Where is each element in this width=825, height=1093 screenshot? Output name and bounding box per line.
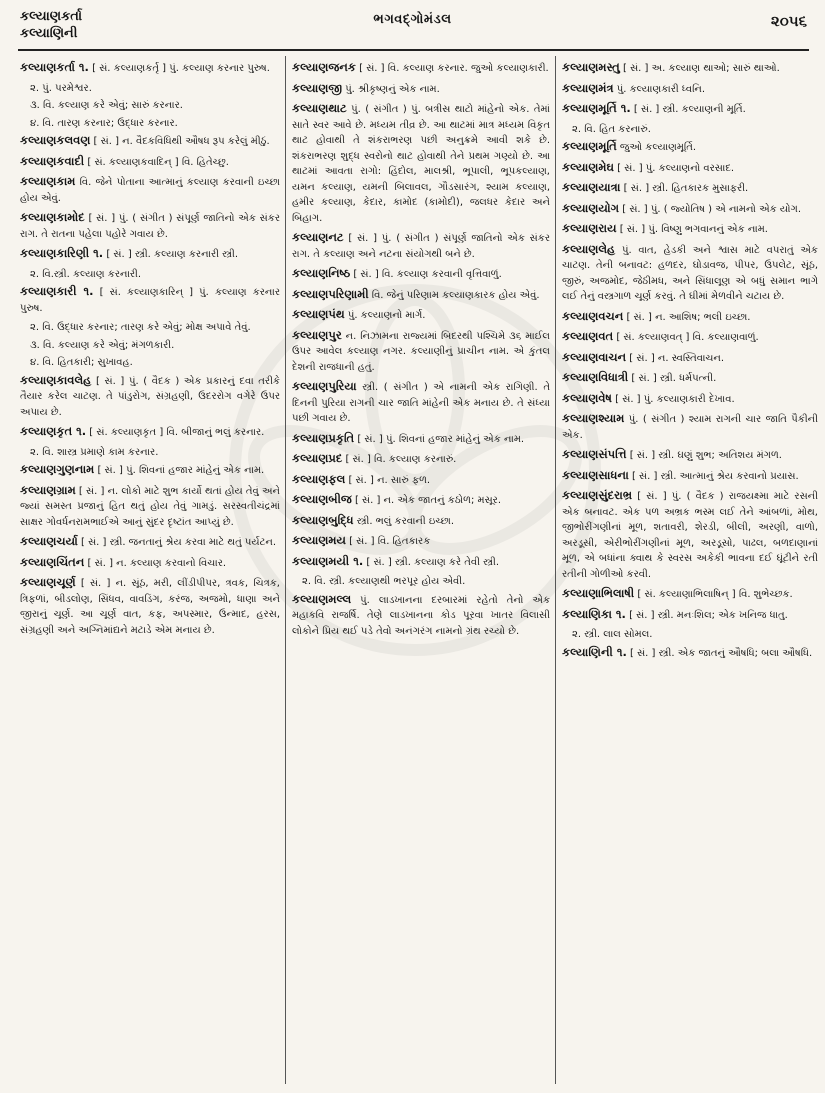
dictionary-entry <box>20 534 280 551</box>
guide-word-bottom: કલ્યાણિની <box>20 26 78 41</box>
headword: કલ્યાણપુર <box>292 327 342 342</box>
headword: કલ્યાણમંત્ર <box>562 80 614 95</box>
dictionary-entry <box>20 154 280 171</box>
definition-text: ૨. સ્ત્રી. લાલ સોમલ. <box>572 629 653 640</box>
headword: કલ્યાણજનક <box>292 60 356 74</box>
headword: કલ્યાણમૂર્તિ <box>562 139 617 153</box>
entry-sense <box>20 320 280 336</box>
definition-text: [ સં. ] વિ. કલ્યાણ કરવાની વૃત્તિવાળું. <box>350 269 502 280</box>
dictionary-entry <box>292 307 550 324</box>
dictionary-entry <box>292 513 550 530</box>
headword: કલ્યાણપરિણામી <box>292 286 369 301</box>
dictionary-entry <box>20 373 280 421</box>
definition-text: સ્ત્રી. ભલું કરવાની ઇચ્છા. <box>353 515 455 527</box>
dictionary-entry <box>562 221 818 238</box>
dictionary-entry <box>292 81 550 98</box>
definition-text: [ સં. ] ન. આશિષ; ભલી ઇચ્છા. <box>623 311 751 323</box>
headword: કલ્યાણબુદ્ધિ <box>292 512 354 527</box>
entry-sense <box>20 445 280 461</box>
definition-text: [ સં. ] અ. કલ્યાણ થાઓ; સારું થાઓ. <box>619 63 780 74</box>
definition-text: [ સં. ] પું. ( સંગીત ) સંપૂર્ણ જાતિનો એક સંકર રાગ. તે રાતના પહેલા પહોરે ગવાય છે. <box>20 213 280 240</box>
definition-text: [ સં. ] સ્ત્રી. જનતાનું શ્રેય કરવા માટે થતું પર્યટન. <box>77 537 277 548</box>
headword: કલ્યાણસાધના <box>562 467 629 482</box>
headword: કલ્યાણિકા ૧. <box>562 606 626 621</box>
headword: કલ્યાણમયી ૧. <box>292 553 364 568</box>
dictionary-entry <box>562 586 818 603</box>
dictionary-entry <box>562 370 818 387</box>
dictionary-entry <box>562 160 818 177</box>
definition-text: પું. ( સંગીત ) પું. બત્રીસ થાટો માંહેનો એક. તેમાં સાતે સ્વર આવે છે. મધ્યમ તીવ્ર છે. આ થાટમાં માત્ર મધ્યમ વિકૃત થાટ હોવાથી તે શંકરાભરણ પછી અનુક્રમે આવી શકે છે. શંકરાભરણ શુદ્ધ સ્વરોનો થાટ હોવાથી તેને પ્રથમ ગણ્યો છે. આ થાટમાં આવતા રાગો: હિંદોલ, માલશ્રી, ભૂપાલી, ભૂપકલ્યાણ, યમન કલ્યાણ, યમની બિલાવલ, ગૌડસારંગ, શ્યામ કલ્યાણ, હમીર કલ્યાણ, કેદાર, કામોદ (કામોદી), જલધર કેદાર અને બિહાગ. <box>292 104 550 224</box>
definition-text: [ સં. ] ન. લોકો માટે શુભ કાર્યો થતાં હોય તેવું અને જ્યાં સમસ્ત પ્રજાનું હિત થતું હોય તેવું ગામડું. સરસ્વતીચંદ્રમાં સાક્ષર ગોવર્ધનરામભાઈએ આનું સુંદર દૃષ્ટાંત આપ્યું છે. <box>20 485 280 528</box>
headword: કલ્યાણકર્તા ૧. <box>20 60 89 74</box>
definition-text: પું. કલ્યાણનો માર્ગ. <box>344 310 426 321</box>
dictionary-entry <box>562 468 818 485</box>
definition-text: [ સં. કલ્યાણકર્તૃ ] પું. કલ્યાણ કરનાર પુરુષ. <box>88 63 270 74</box>
definition-text: પું. શ્રીકૃષ્ણનું એક નામ. <box>342 83 440 95</box>
dictionary-entry <box>562 350 818 367</box>
entry-sense <box>20 116 280 132</box>
dictionary-entry <box>292 451 550 468</box>
definition-text: [ સં. કલ્યાણકારિન્ ] પું. કલ્યાણ કરનાર પુરુષ. <box>20 287 280 314</box>
dictionary-entry <box>562 391 818 408</box>
dictionary-entry <box>20 210 280 242</box>
definition-text: [ સં. કલ્યાણવત્ ] વિ. કલ્યાણવાળું. <box>613 332 759 343</box>
headword: કલ્યાણયાત્રા <box>562 180 621 194</box>
definition-text: [ સં. ] પું. કલ્યાણનો વરસાદ. <box>614 162 735 174</box>
entry-sense <box>292 574 550 590</box>
headword: કલ્યાણમસ્તુ <box>562 60 620 74</box>
definition-text: [ સં. ] સ્ત્રી. કલ્યાણની મૂર્તિ. <box>630 104 746 115</box>
dictionary-entry <box>292 492 550 509</box>
definition-text: ૨. પું. પરમેશ્વર. <box>30 82 92 94</box>
definition-text: [ સં. ] પું. ( વૈદક ) એક પ્રકારનું દવા તરીકે તૈયાર કરેલ ચાટણ. તે પાંડુરોગ, સંગ્રહણી, ઉદરરોગ વગેરે ઉપર અપાય છે. <box>20 375 280 418</box>
definition-text: [ સં. ] સ્ત્રી. એક જાતનું ઔષધિ; બલા ઔષધિ. <box>626 647 813 659</box>
entry-sense <box>562 122 818 138</box>
definition-text: વિ. જેનું પરિણામ કલ્યાણકારક હોય એવું. <box>368 289 540 301</box>
dictionary-entry <box>562 180 818 197</box>
dictionary-entry <box>292 230 550 262</box>
dictionary-entry <box>292 266 550 283</box>
dictionary-entry <box>20 555 280 572</box>
headword: કલ્યાણકારિણી ૧. <box>20 246 104 260</box>
definition-text: [ સં. ] પું. ( સંગીત ) સંપૂર્ણ જાતિનો એક સંકર રાગ. તે કલ્યાણ અને નટના સંયોગથી બને છે. <box>292 233 550 260</box>
dictionary-entry <box>292 328 550 376</box>
definition-text: ૨. વિ.સ્ત્રી. કલ્યાણ કરનારી. <box>30 268 142 280</box>
header-rule <box>18 49 809 51</box>
definition-text: જુઓ કલ્યાણમૂર્તિ. <box>616 142 697 153</box>
headword: કલ્યાણમૂર્તિ ૧. <box>562 101 631 115</box>
dictionary-entry <box>20 483 280 531</box>
headword: કલ્યાણકારી ૧. <box>20 284 94 298</box>
entry-sense <box>20 98 280 114</box>
headword: કલ્યાણમય <box>292 533 346 547</box>
definition-text: ૪. વિ. તારણ કરનાર; ઉદ્ધાર કરનાર. <box>30 117 178 129</box>
definition-text: [ સં. ] સ્ત્રી. હિતકારક મુસાફરી. <box>620 183 749 194</box>
entry-sense <box>562 627 818 643</box>
guide-word-top: કલ્યાણકર્તા <box>20 9 83 24</box>
headword: કલ્યાણકામોદ <box>20 210 85 224</box>
dictionary-entry <box>562 60 818 77</box>
page-number: ૨૦૫૬ <box>770 12 807 30</box>
headword: કલ્યાણફલ <box>292 471 346 486</box>
headword: કલ્યાણલેહ <box>562 241 616 256</box>
definition-text: [ સં. ] ન. વૈદકવિધિથી ઔષધ રૂપ કરેલું મીઠું. <box>90 136 270 147</box>
headword: કલ્યાણનટ <box>292 230 344 244</box>
definition-text: [ સં. કલ્યાણકૃત ] વિ. બીજાનું ભલું કરનાર. <box>86 427 265 438</box>
dictionary-entry <box>562 81 818 98</box>
definition-text: ૨. વિ. હિત કરનારું. <box>572 123 651 135</box>
dictionary-entry <box>20 575 280 638</box>
entry-sense <box>20 267 280 283</box>
headword: કલ્યાણપ્રકૃતિ <box>292 430 355 445</box>
definition-text: પું. ( સંગીત ) શ્યામ રાગની ચાર જાતિ પૈકીની એક. <box>562 414 818 441</box>
definition-text: [ સં. ] પું. કલ્યાણકારી દેખાવ. <box>611 393 735 405</box>
definition-text: ૨. વિ. શાસ્ત્ર પ્રમાણે કામ કરનાર. <box>30 446 159 458</box>
dictionary-entry <box>562 447 818 464</box>
headword: કલ્યાણચૂર્ણ <box>20 575 76 589</box>
headword: કલ્યાણચર્યા <box>20 534 78 548</box>
dictionary-entry <box>562 242 818 305</box>
dictionary-entry <box>292 287 550 304</box>
book-title: ભગવદ્ગોમંડલ <box>373 12 452 27</box>
dictionary-entry <box>20 174 280 206</box>
dictionary-entry <box>20 133 280 150</box>
headword: કલ્યાણકામ <box>20 174 76 188</box>
dictionary-entry <box>562 201 818 218</box>
headword: કલ્યાણકલવણ <box>20 133 91 147</box>
dictionary-entry <box>20 246 280 263</box>
headword: કલ્યાણસુંદરાભ્ર <box>562 488 633 502</box>
dictionary-entry <box>20 284 280 316</box>
definition-text: [ સં. ] ન. સારું ફળ. <box>345 474 431 486</box>
definition-text: ૨. વિ. ઉદ્ધાર કરનાર; તારણ કરે એવું; મોક્ષ અપાવે તેવું. <box>30 322 251 333</box>
dictionary-entry <box>292 379 550 427</box>
entry-sense <box>20 81 280 97</box>
dictionary-entry <box>292 60 550 77</box>
dictionary-entry <box>292 101 550 226</box>
definition-text: [ સં. ] ન. કલ્યાણ કરવાનો વિચાર. <box>84 557 227 569</box>
dictionary-entry <box>562 309 818 326</box>
definition-text: ન. નિઝામના રાજ્યમાં બિદરથી પશ્ચિમે ૩૬ માઈલ ઉપર આવેલ કલ્યાણ નગર. કલ્યાણીનું પ્રાચીન નામ. એ કુંતલ દેશની રાજધાની હતું. <box>292 330 550 373</box>
dictionary-entry <box>562 488 818 582</box>
dictionary-column-2 <box>292 60 550 1085</box>
page-header <box>0 0 825 50</box>
headword: કલ્યાણમલ્લ <box>292 591 352 606</box>
dictionary-entry <box>292 472 550 489</box>
definition-text: [ સં. ] ન. એક જાતનું કઠોળ; મસૂર. <box>351 495 502 506</box>
headword: કલ્યાણયોગ <box>562 200 620 215</box>
definition-text: [ સં. ] સ્ત્રી. ધર્મપત્ની. <box>628 373 717 384</box>
definition-text: ૪. વિ. હિતકારી; સુખાવહ. <box>30 357 133 368</box>
definition-text: [ સં. ] વિ. કલ્યાણ કરનારું. <box>342 454 457 465</box>
definition-text: ૩. વિ. કલ્યાણ કરે એવું; સારું કરનાર. <box>30 100 183 111</box>
definition-text: [ સં. ] વિ. હિતકારક <box>345 536 431 547</box>
headword: કલ્યાણગ્રામ <box>20 482 76 497</box>
definition-text: [ સં. ] વિ. કલ્યાણ કરનાર. જુઓ કલ્યાણકારી. <box>355 63 549 74</box>
entry-sense <box>20 355 280 371</box>
column-divider <box>555 56 556 1084</box>
dictionary-entry <box>292 533 550 550</box>
definition-text: સ્ત્રી. ( સંગીત ) એ નામની એક રાગિણી. તે દિનની પુરિયા રાગની ચાર જાતિ માંહેની એક મનાય છે. તે સંધ્યા પછી ગવાય છે. <box>292 382 550 424</box>
dictionary-entry <box>292 431 550 448</box>
headword: કલ્યાણકાવલેહ <box>20 372 92 387</box>
headword: કલ્યાણવાચન <box>562 349 627 364</box>
definition-text: [ સં. ] પું. શિવનાં હજાર માંહેનું એક નામ. <box>354 433 525 445</box>
headword: કલ્યાણપ્રદ <box>292 451 343 465</box>
definition-text: [ સં. ] પું. ( વૈદક ) રાજયક્ષ્મા માટે રસની એક બનાવટ. એક પળ અભ્રક ભસ્મ લઈ તેને આંબળાં, મોથ, જીભોરીંગણીનાં મૂળ, શતાવરી, શેરડી, બીલી, અરણી, વાળો, અરડૂસી, એરીભોરીંગણીનાં મૂળ, અરડૂસો, પાઢલ, બળદાણાનાં મૂળ, એ બધાંના ક્વાથ કે સ્વરસ અકેકી ભાવના દઈ ઘૂંટીને રતી રતીની ગોળીઓ કરવી. <box>562 491 818 580</box>
headword: કલ્યાણચિંતન <box>20 554 85 569</box>
definition-text: [ સં. ] પું. શિવનાં હજાર માંહેનું એક નામ. <box>94 465 265 476</box>
headword: કલ્યાણવિધાત્રી <box>562 370 629 384</box>
dictionary-entry <box>20 60 280 77</box>
headword: કલ્યાણસંપત્તિ <box>562 447 627 461</box>
dictionary-entry <box>562 645 818 662</box>
definition-text: [ સં. ] સ્ત્રી. આત્માનું શ્રેય કરવાનો પ્રયાસ. <box>628 470 799 482</box>
headword: કલ્યાણિની ૧. <box>562 644 627 659</box>
dictionary-column-3 <box>562 60 818 1085</box>
headword: કલ્યાણકવાદી <box>20 153 85 168</box>
headword: કલ્યાણરાય <box>562 221 617 235</box>
definition-text: [ સં. ] ન. સ્વસ્તિવાચન. <box>626 352 725 364</box>
definition-text: વિ. જેને પોતાના આત્માનું કલ્યાણ કરવાની ઇચ્છા હોય એવું. <box>20 177 280 204</box>
headword: કલ્યાણપુરિયા <box>292 379 357 393</box>
definition-text: પું. વાત, હેડકી અને શ્વાસ માટે વપરાતું એક ચાટણ. તેની બનાવટ: હળદર, ઘોડાવજ, પીપર, ઉપલેટ, સૂંઠ, જીરું, અજમોદ, જેઠીમધ, અને સિંધાલૂણ એ બધું સમાન ભાગે લઈ તેનું વસ્ત્રગાળ ચૂર્ણ કરવું. તે ઘીમાં મેળવીને ચટાય છે. <box>562 244 818 302</box>
dictionary-entry <box>562 411 818 443</box>
dictionary-entry <box>292 554 550 571</box>
headword: કલ્યાણાભિલાષી <box>562 586 635 600</box>
headword: કલ્યાણબીજ <box>292 492 352 506</box>
dictionary-column-1 <box>20 60 280 1085</box>
dictionary-entry <box>562 139 818 156</box>
definition-text: [ સં. કલ્યાણકવાદિન્ ] વિ. હિતેચ્છુ. <box>84 156 229 168</box>
dictionary-entry <box>20 462 280 479</box>
dictionary-entry <box>292 592 550 640</box>
headword: કલ્યાણવેષ <box>562 390 612 405</box>
column-divider <box>285 56 286 1084</box>
headword: કલ્યાણનિષ્ઠ <box>292 266 351 280</box>
definition-text: [ સં. ] સ્ત્રી. મનઃશિલ; એક ખનિજ ધાતુ. <box>625 609 788 621</box>
definition-text: [ સં. ] પું. વિષ્ણુ ભગવાનનું એક નામ. <box>616 224 768 235</box>
dictionary-entry <box>562 329 818 346</box>
definition-text: [ સં. ] સ્ત્રી. કલ્યાણ કરે તેવી સ્ત્રી. <box>363 556 500 568</box>
entry-sense <box>20 338 280 354</box>
headword: કલ્યાણગુણનામ <box>20 462 95 476</box>
definition-text: પું. કલ્યાણકારી ધ્વનિ. <box>613 83 706 95</box>
headword: કલ્યાણવત <box>562 329 614 343</box>
headword: કલ્યાણવચન <box>562 308 624 323</box>
dictionary-entry <box>562 101 818 118</box>
headword: કલ્યાણજી <box>292 80 343 95</box>
definition-text: પું. લાડખાનના દરબારમાં રહેતો તેનો એક મહાકવિ રાજર્ષિ. તેણે લાડખાનના કોડ પૂરવા ખાતર વિલાસી લોકોને પ્રિય થઈ પડે તેવો અનંગરંગ નામનો ગ્રંથ રચ્યો છે. <box>292 594 550 637</box>
definition-text: [ સં. ] પું. ( જ્યોતિષ ) એ નામનો એક યોગ. <box>619 203 802 215</box>
definition-text: ૩. વિ. કલ્યાણ કરે એવું; મંગળકારી. <box>30 339 175 351</box>
definition-text: [ સં. ] ન. સૂંઠ, મરી, લીંડીપીપર, ત્રવક, ચિત્રક, ત્રિફળાં, બીડલોણ, સિંધવ, વાવડિંગ, કરંજ, અજમો, ધાણા અને જીરાનું ચૂર્ણ. આ ચૂર્ણ વાત, કફ, અપસ્માર, ઉન્માદ, હરસ, સંગ્રહણી અને અગ્નિમાંદ્યને મટાડે એમ મનાય છે. <box>20 578 280 636</box>
headword: કલ્યાણશ્યામ <box>562 411 625 425</box>
headword: કલ્યાણપંથ <box>292 307 345 321</box>
headword: કલ્યાણમેઘ <box>562 159 614 174</box>
dictionary-entry <box>20 424 280 441</box>
definition-text: [ સં. કલ્યાણાભિલાષિન્ ] વિ. શુભેચ્છક. <box>634 589 793 600</box>
definition-text: ૨. વિ. સ્ત્રી. કલ્યાણથી ભરપૂર હોય એવી. <box>302 576 466 587</box>
definition-text: [ સં. ] સ્ત્રી. ઘણું શુભ; અતિશય મંગળ. <box>626 450 782 461</box>
dictionary-entry <box>562 607 818 624</box>
definition-text: [ સં. ] સ્ત્રી. કલ્યાણ કરનારી સ્ત્રી. <box>103 249 239 260</box>
headword: કલ્યાણકૃત ૧. <box>20 424 87 438</box>
headword: કલ્યાણથાટ <box>292 101 347 115</box>
